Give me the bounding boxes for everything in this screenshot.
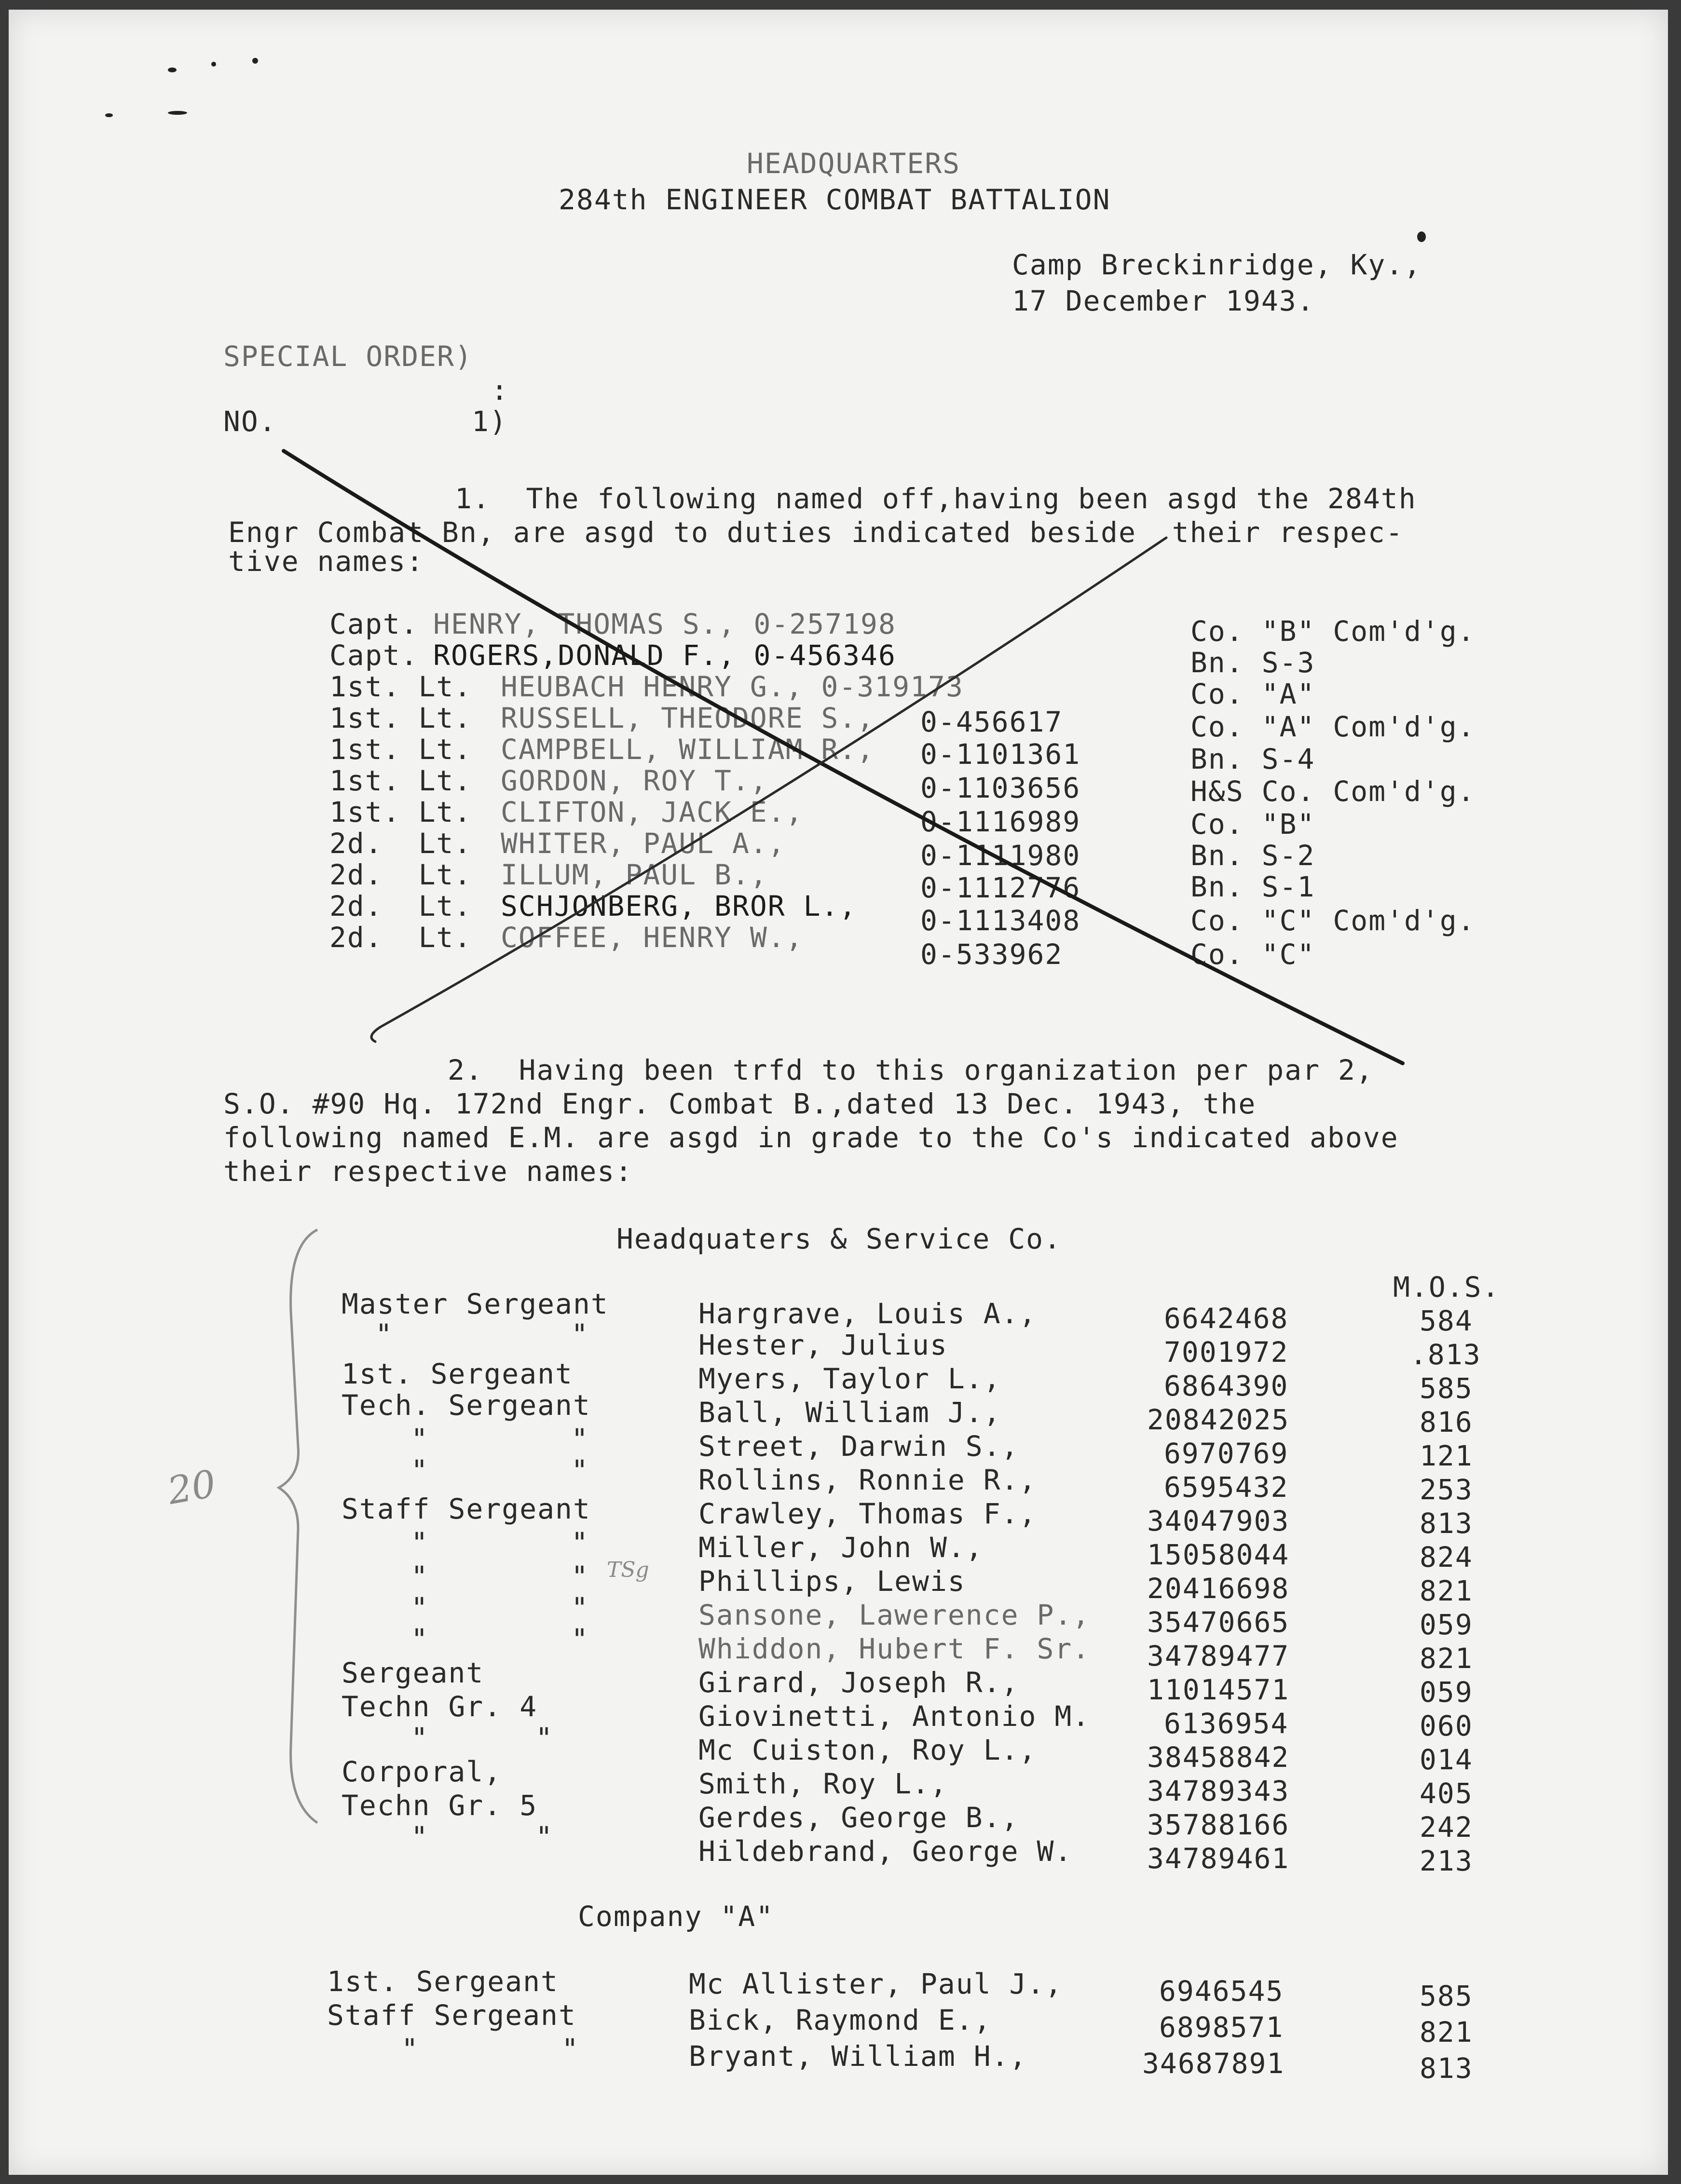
roster-mos: 824 [1420,1541,1473,1574]
roster-mos: 213 [1420,1845,1473,1877]
roster-mos: 242 [1420,1811,1473,1844]
officer-duty: Co. "B" Com'd'g. [1190,615,1476,648]
officer-rank: 1st. Lt. [329,796,472,828]
roster-grade: Master Sergeant [342,1288,609,1320]
roster-grade: " " [375,1623,589,1655]
officer-duty: Co. "C" [1190,938,1315,971]
roster-name: Girard, Joseph R., [698,1666,1019,1699]
para1-line3: tive names: [228,545,424,578]
roster-serial: 6595432 [1164,1471,1289,1504]
roster-serial: 20416698 [1147,1572,1290,1605]
roster-name: Whiddon, Hubert F. Sr. [698,1632,1091,1665]
roster-grade: " " [366,2033,580,2065]
officer-duty: Bn. S-1 [1190,870,1315,903]
officer-name: COFFEE, HENRY W., [501,921,804,954]
roster-mos: 014 [1420,1743,1473,1776]
officer-name: HENRY, THOMAS S., 0-257198 [433,608,896,640]
officer-rank: 1st. Lt. [329,733,472,766]
roster-serial: 34789343 [1147,1775,1290,1807]
document-page [9,10,1668,2175]
roster-mos: 816 [1420,1406,1473,1438]
roster-name: Ball, William J., [698,1396,1001,1429]
hs-company-title: Headquaters & Service Co. [616,1222,1062,1255]
officer-rank: 2d. Lt. [329,921,472,954]
mos-header: M.O.S. [1393,1271,1500,1303]
roster-serial: 35470665 [1147,1606,1290,1639]
officer-name: CLIFTON, JACK E., [501,796,804,828]
roster-grade: Techn Gr. 4 [342,1690,538,1723]
header-date: 17 December 1943. [1012,285,1315,317]
roster-serial: 15058044 [1147,1538,1290,1571]
roster-mos: 060 [1420,1709,1473,1742]
roster-serial: 34687891 [1142,2047,1285,2080]
para2-line1: 2. Having been trfd to this organization per par 2, [448,1054,1374,1086]
roster-serial: 6970769 [1164,1437,1289,1470]
para2-line4: their respective names: [223,1155,633,1188]
officer-serial: 0-1113408 [920,904,1081,937]
roster-name: Bick, Raymond E., [689,2004,992,2036]
officer-duty: Co. "A" [1190,678,1315,710]
roster-mos: .813 [1410,1338,1481,1371]
special-order-label: SPECIAL ORDER) [223,340,473,373]
roster-serial: 6864390 [1164,1370,1289,1402]
roster-serial: 7001972 [1164,1336,1289,1369]
roster-mos: 585 [1420,1372,1473,1405]
roster-grade: " " [375,1526,589,1559]
officer-name: SCHJONBERG, BROR L., [501,890,857,922]
roster-grade: " " [375,1722,554,1754]
para2-line3: following named E.M. are asgd in grade to the Co's indicated above [223,1121,1399,1154]
officer-duty: Co. "A" Com'd'g. [1190,710,1476,743]
officer-serial: 0-533962 [920,938,1063,971]
roster-name: Street, Darwin S., [698,1430,1019,1463]
officer-name: ROGERS,DONALD F., 0-456346 [433,639,896,672]
order-no-value: 1) [472,405,507,438]
officer-rank: 2d. Lt. [329,890,472,922]
para2-line2: S.O. #90 Hq. 172nd Engr. Combat B.,dated 13 Dec. 1943, the [223,1087,1257,1120]
roster-mos: 813 [1420,1507,1473,1540]
roster-grade: " " [375,1318,589,1351]
header-line2: 284th ENGINEER COMBAT BATTALION [559,183,1111,216]
para1-line2: Engr Combat Bn, are asgd to duties indicated beside their respec- [228,516,1404,549]
roster-mos: 813 [1420,2052,1473,2085]
roster-name: Mc Allister, Paul J., [689,1967,1063,2000]
roster-serial: 6642468 [1164,1302,1289,1335]
officer-duty: Bn. S-4 [1190,743,1315,775]
header-place: Camp Breckinridge, Ky., [1012,248,1422,281]
officer-rank: 2d. Lt. [329,858,472,891]
roster-grade: " " [375,1591,589,1624]
roster-serial: 34789477 [1147,1640,1290,1672]
para1-line1: 1. The following named off,having been asgd the 284th [455,482,1417,515]
roster-name: Rollins, Ronnie R., [698,1464,1037,1496]
roster-mos: 821 [1420,2016,1473,2048]
roster-serial: 34047903 [1147,1505,1290,1537]
roster-grade: 1st. Sergeant [342,1357,573,1390]
roster-grade: " " [375,1820,554,1853]
roster-name: Hargrave, Louis A., [698,1297,1037,1330]
officer-rank: 1st. Lt. [329,670,472,703]
officer-serial: 0-1111980 [920,839,1081,872]
roster-mos: 059 [1420,1608,1473,1641]
roster-grade: Corporal, [342,1755,502,1788]
officer-serial: 0-1103656 [920,772,1081,804]
roster-grade: Tech. Sergeant [342,1389,591,1422]
roster-name: Bryant, William H., [689,2040,1027,2073]
company-a-title: Company "A" [578,1900,774,1933]
officer-name: HEUBACH HENRY G., 0-319173 [501,670,964,703]
officer-duty: Co. "C" Com'd'g. [1190,904,1476,937]
roster-name: Sansone, Lawerence P., [698,1599,1091,1631]
officer-rank: 2d. Lt. [329,827,472,860]
roster-grade: 1st. Sergeant [327,1965,559,1998]
roster-serial: 6946545 [1159,1975,1284,2008]
roster-grade: " " [375,1454,589,1487]
officer-rank: Capt. [329,639,419,672]
roster-serial: 20842025 [1147,1403,1290,1436]
officer-duty: Bn. S-3 [1190,646,1315,679]
roster-mos: 121 [1420,1439,1473,1472]
officer-serial: 0-1116989 [920,805,1081,838]
tsg-note: TSg [607,1558,649,1582]
roster-name: Mc Cuiston, Roy L., [698,1734,1037,1766]
roster-name: Gerdes, George B., [698,1801,1019,1834]
roster-name: Miller, John W., [698,1531,984,1564]
roster-serial: 34789461 [1147,1842,1290,1875]
officer-name: CAMPBELL, WILLIAM R., [501,733,875,766]
officer-name: RUSSELL, THEODORE S., [501,702,875,734]
roster-serial: 35788166 [1147,1808,1290,1841]
roster-grade: Staff Sergeant [327,1999,576,2032]
roster-serial: 38458842 [1147,1741,1290,1774]
roster-grade: Techn Gr. 5 [342,1789,538,1822]
roster-name: Smith, Roy L., [698,1767,948,1800]
order-colon: : [491,374,509,407]
officer-serial: 0-456617 [920,705,1063,738]
officer-duty: Co. "B" [1190,808,1315,841]
roster-grade: Sergeant [342,1656,484,1689]
roster-mos: 059 [1420,1676,1473,1709]
roster-mos: 821 [1420,1574,1473,1607]
roster-name: Phillips, Lewis [698,1565,966,1598]
roster-mos: 584 [1420,1304,1473,1337]
officer-duty: H&S Co. Com'd'g. [1190,775,1476,808]
officer-duty: Bn. S-2 [1190,839,1315,872]
header-line1: HEADQUARTERS [747,147,961,180]
officer-rank: Capt. [329,608,419,640]
roster-grade: Staff Sergeant [342,1492,591,1525]
margin-count-note: 20 [164,1462,219,1513]
officer-name: GORDON, ROY T., [501,764,768,797]
officer-name: WHITER, PAUL A., [501,827,786,860]
officer-serial: 0-1101361 [920,738,1081,771]
officer-name: ILLUM, PAUL B., [501,858,768,891]
roster-grade: " " [375,1423,589,1455]
officer-rank: 1st. Lt. [329,702,472,734]
roster-mos: 585 [1420,1980,1473,2012]
roster-mos: 821 [1420,1642,1473,1675]
roster-mos: 253 [1420,1473,1473,1506]
roster-name: Hester, Julius [698,1329,948,1361]
roster-mos: 405 [1420,1777,1473,1810]
roster-serial: 6898571 [1159,2011,1284,2044]
roster-name: Crawley, Thomas F., [698,1497,1037,1530]
roster-serial: 11014571 [1147,1673,1290,1706]
roster-grade: " " [375,1560,589,1593]
roster-name: Myers, Taylor L., [698,1362,1001,1395]
roster-serial: 6136954 [1164,1707,1289,1740]
officer-serial: 0-1112776 [920,871,1081,904]
officer-rank: 1st. Lt. [329,764,472,797]
roster-name: Hildebrand, George W. [698,1835,1073,1868]
order-no-label: NO. [223,405,277,438]
roster-name: Giovinetti, Antonio M. [698,1700,1091,1733]
